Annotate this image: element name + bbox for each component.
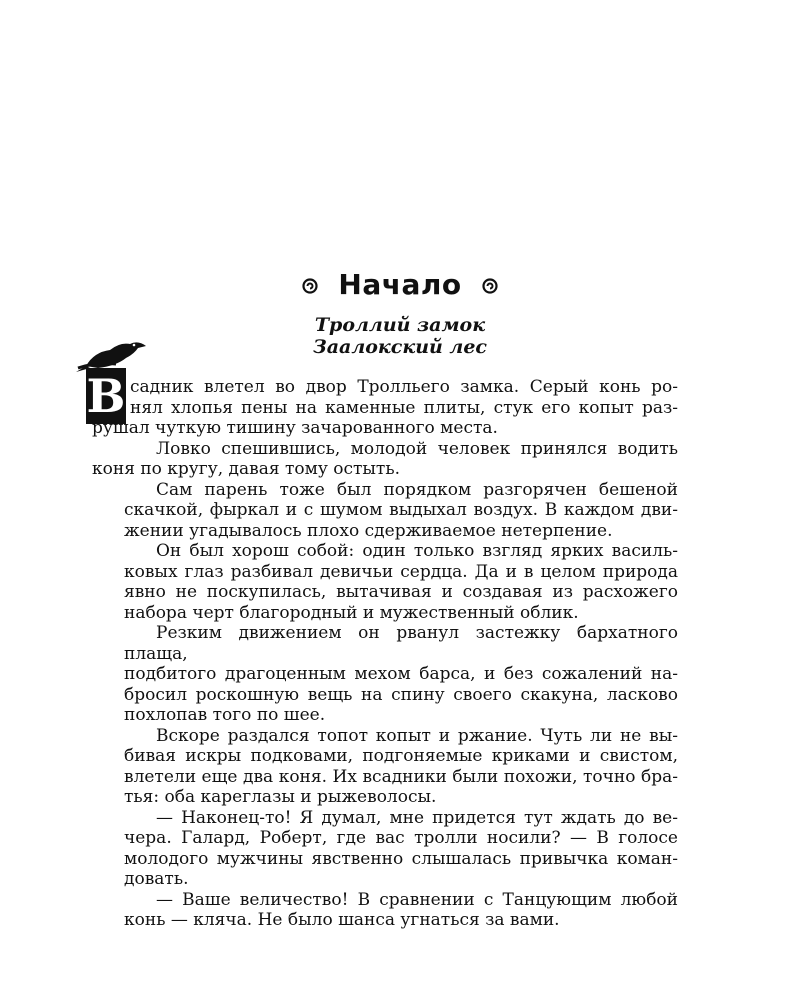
- location-line-forest: Заалокский лес: [313, 336, 487, 358]
- text-line: — Наконец-то! Я думал, мне придется тут ждать до ве-: [156, 807, 678, 828]
- paragraph: [92, 890, 678, 931]
- text-line: Вскоре раздался топот копыт и ржание. Чуть ли не вы-: [156, 725, 678, 746]
- spiral-ornament-icon: [482, 278, 498, 294]
- spiral-ornament-icon: [302, 278, 318, 294]
- paragraph: [92, 623, 678, 726]
- text-line: набора черт благородный и мужественный облик.: [124, 602, 579, 623]
- dropcap-letter: В: [86, 369, 126, 423]
- text-line: коня по кругу, давая тому остыть.: [92, 459, 400, 479]
- text-line: — Ваше величество! В сравнении с Танцующим любой: [156, 889, 678, 910]
- text-line: подбитого драгоценным мехом барса, и без сожалений на-: [124, 664, 678, 684]
- text-line: тья: оба кареглазы и рыжеволосы.: [124, 787, 437, 807]
- text-line: конь — кляча. Не было шанса угнаться за вами.: [124, 910, 560, 930]
- body-text: [92, 377, 678, 931]
- paragraph: [92, 439, 678, 480]
- text-line: Сам парень тоже был порядком разгорячен бешеной: [156, 479, 678, 500]
- text-line: чера. Галард, Роберт, где вас тролли носили? — В голосе: [124, 828, 678, 848]
- text-line: бросил роскошную вещь на спину своего скакуна, ласково: [124, 684, 678, 705]
- text-line: жении угадывалось плохо сдерживаемое нетерпение.: [124, 520, 613, 541]
- chapter-heading: [0, 268, 800, 301]
- paragraph: [92, 541, 678, 623]
- text-line: похлопав того по шее.: [124, 705, 326, 725]
- text-line: влетели еще два коня. Их всадники были похожи, точно бра-: [124, 766, 678, 787]
- paragraph: [92, 808, 678, 890]
- text-line: Ловко спешившись, молодой человек принялся водить: [156, 438, 678, 459]
- chapter-title: Начало: [338, 268, 462, 301]
- text-line: нял хлопья пены на каменные плиты, стук его копыт раз-: [130, 397, 678, 418]
- text-line: Он был хорош собой: один только взгляд ярких василь-: [156, 541, 678, 561]
- text-line: бивая искры подковами, подгоняемые криками и свистом,: [124, 746, 678, 766]
- text-line: садник влетел во двор Тролльего замка. Серый конь ро-: [130, 377, 678, 397]
- paragraph: [92, 480, 678, 542]
- text-line: явно не поскупилась, вытачивая и создавая из расхожего: [124, 582, 678, 602]
- text-line: Резким движением он рванул застежку бархатного плаща,: [124, 623, 678, 664]
- text-line: довать.: [124, 869, 189, 889]
- text-line: молодого мужчины явственно слышалась привычка коман-: [124, 848, 678, 869]
- text-line: рушал чуткую тишину зачарованного места.: [92, 418, 498, 438]
- paragraph: [92, 726, 678, 808]
- location-line-castle: Троллий замок: [314, 314, 486, 336]
- text-line: ковых глаз разбивал девичьи сердца. Да и в целом природа: [124, 561, 678, 582]
- text-line: скачкой, фыркал и с шумом выдыхал воздух. В каждом дви-: [124, 500, 678, 520]
- paragraph: [92, 377, 678, 439]
